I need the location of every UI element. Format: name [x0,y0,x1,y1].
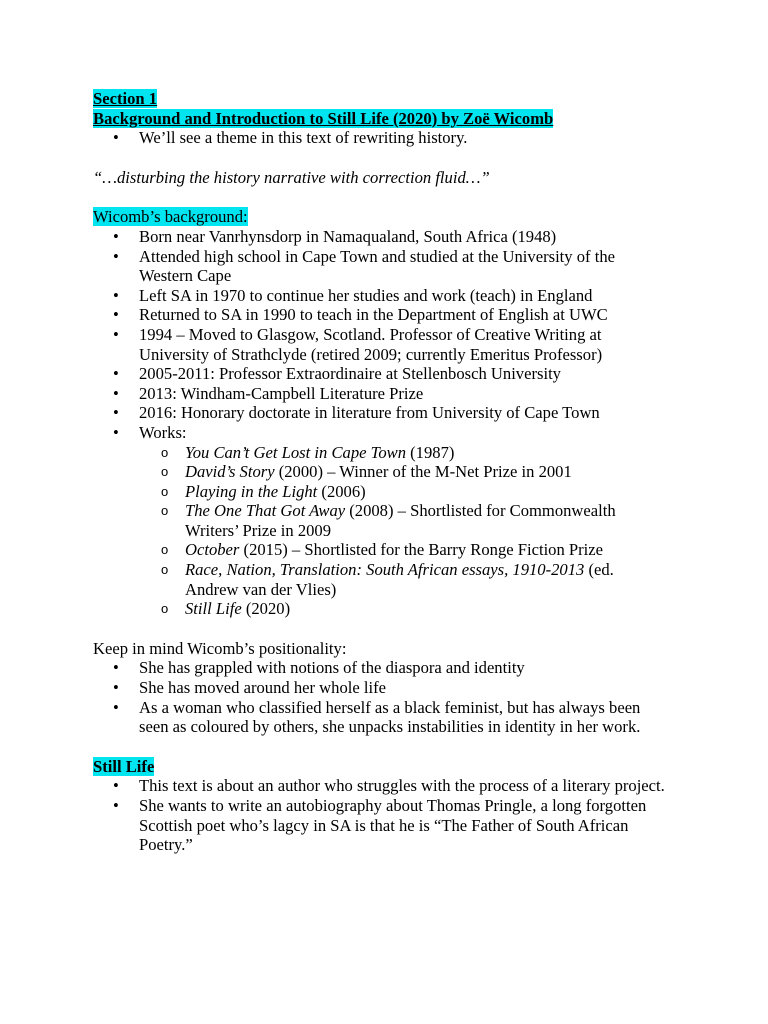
list-item: • She has moved around her whole life [113,678,386,698]
quote: “…disturbing the history narrative with correction fluid…” [93,167,490,187]
list-item: • Attended high school in Cape Town and studied at the University of the Western Cape [113,246,615,286]
sub-bullet-marker: o [161,601,169,617]
list-item: • This text is about an author who struggles with the process of a literary project. [113,776,665,796]
bullet-marker: • [113,658,119,678]
bullet-marker: • [113,796,119,815]
bullet-marker: • [113,226,119,246]
works-item: o David’s Story (2000) – Winner of the M-Net Prize in 2001 [161,462,572,482]
positionality-list [93,658,668,736]
background-heading: Wicomb’s background: [93,207,248,227]
sub-bullet-marker: o [161,503,169,519]
background-list [93,227,668,619]
list-item: • Works: o You Can’t Get Lost in Cape Town (1987) o David’s Story (2000) – Winner of the M-Net Prize in 2001 o Playing in the Light (2006) o The One That Got Away (2008) – Shortlisted for Commonwealth Writers’ Prize in 2009 o October (2015) – Shortlisted for the Barry Ronge Fiction Prize o Race, Nation, Translation: South African essays, 1910-2013 (ed. Andrew van der Vlies) o Still Life (2020) [93,423,668,619]
section-title: Background and Introduction to Still Life (2020) by Zoë Wicomb [93,108,554,128]
still-life-heading: Still Life [93,756,155,776]
sub-bullet-marker: o [161,542,169,558]
list-item: • Left SA in 1970 to continue her studies and work (teach) in England [113,285,593,305]
works-item: o October (2015) – Shortlisted for the Barry Ronge Fiction Prize [161,540,604,560]
works-item: o You Can’t Get Lost in Cape Town (1987) [161,442,455,462]
positionality-heading: Keep in mind Wicomb’s positionality: [93,638,347,658]
bullet-marker: • [113,403,119,423]
list-item: • 2005-2011: Professor Extraordinaire at Stellenbosch University [113,364,561,384]
sub-bullet-marker: o [161,562,169,578]
list-item: • Returned to SA in 1990 to teach in the Department of English at UWC [113,305,608,325]
works-item: o Playing in the Light (2006) [161,481,366,501]
works-list [139,443,668,619]
list-item: • 2013: Windham-Campbell Literature Prize [113,383,424,403]
bullet-marker: • [113,324,119,344]
bullet-marker: • [113,364,119,384]
sub-bullet-marker: o [161,464,169,480]
list-item: • 1994 – Moved to Glasgow, Scotland. Professor of Creative Writing at University of Strathclyde (retired 2009; currently Emeritus Professor) [113,324,603,364]
bullet-marker: • [113,285,119,305]
section-number: Section 1 [93,89,158,108]
works-item: o Race, Nation, Translation: South African essays, 1910-2013 (ed. Andrew van der Vlies) [161,560,614,599]
bullet-marker: • [113,422,119,442]
bullet-marker: • [113,776,119,796]
document-body [93,89,668,855]
still-life-list [93,776,668,854]
list-item: • As a woman who classified herself as a black feminist, but has always been seen as coloured by others, she unpacks instabilities in identity in her work. [113,697,641,737]
sub-bullet-marker: o [161,483,169,499]
works-item: o Still Life (2020) [161,599,291,619]
bullet-marker: • [113,678,119,698]
sub-bullet-marker: o [161,444,169,460]
list-item: • Born near Vanrhynsdorp in Namaqualand, South Africa (1948) [113,226,557,246]
works-item: o The One That Got Away (2008) – Shortlisted for Commonwealth Writers’ Prize in 2009 [161,501,616,540]
bullet-marker: • [113,128,119,148]
intro-list [93,128,668,148]
list-item: • She has grappled with notions of the diaspora and identity [113,658,525,678]
list-item: • We’ll see a theme in this text of rewriting history. [113,128,468,148]
bullet-marker: • [113,305,119,325]
list-item: • 2016: Honorary doctorate in literature from University of Cape Town [113,403,600,423]
list-item: • She wants to write an autobiography about Thomas Pringle, a long forgotten Scottish poet who’s lagcy in SA is that he is “The Father of South African Poetry.” [113,796,647,855]
bullet-marker: • [113,383,119,403]
bullet-marker: • [113,246,119,266]
bullet-marker: • [113,697,119,717]
